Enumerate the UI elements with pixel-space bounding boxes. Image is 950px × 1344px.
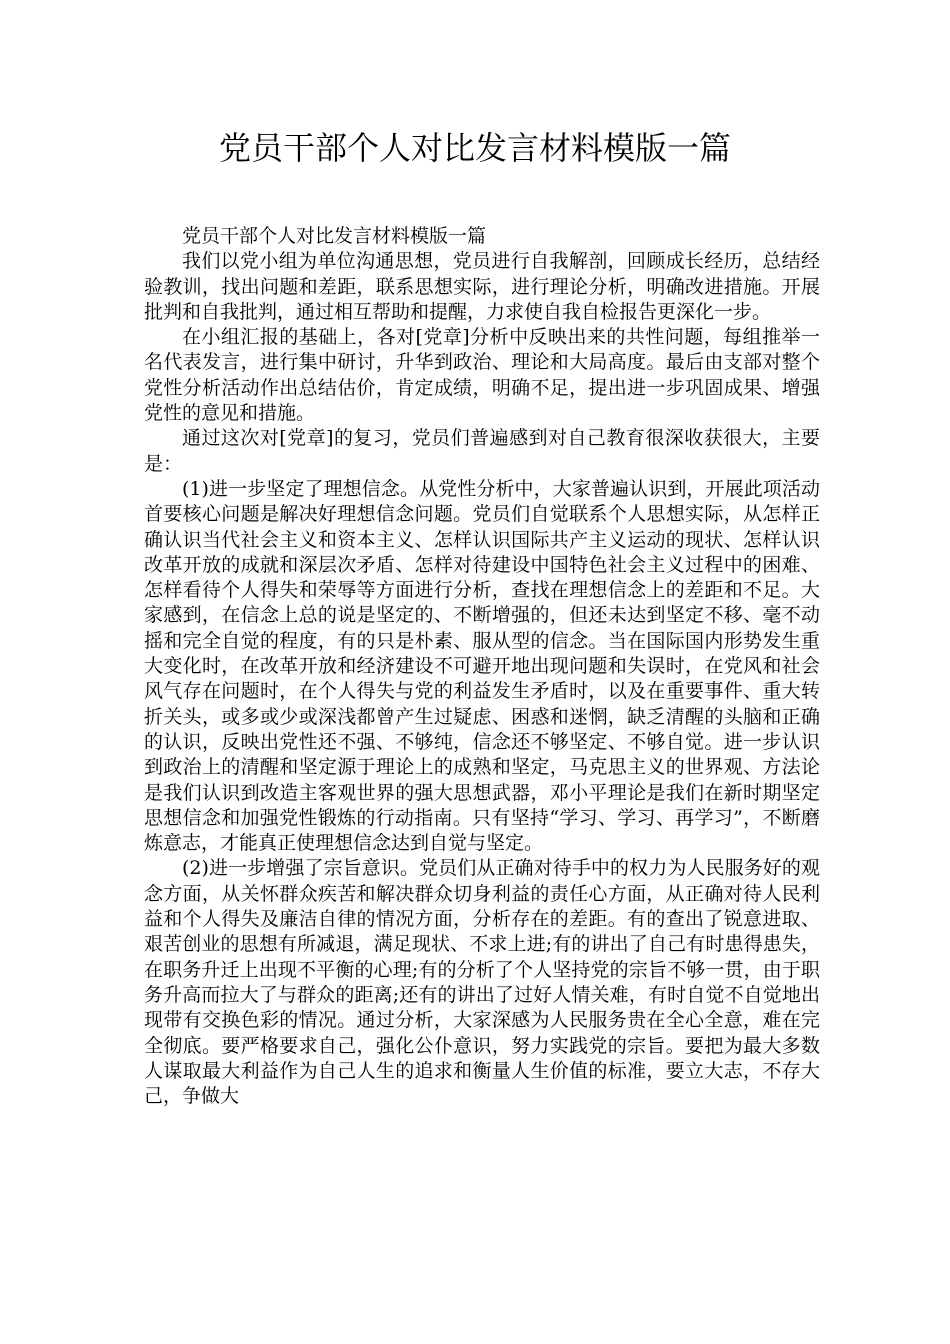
- paragraph-subtitle: 党员干部个人对比发言材料模版一篇: [182, 225, 487, 247]
- paragraph-point-1: (1)进一步坚定了理想信念。从党性分析中，大家普遍认识到，开展此项活动首要核心问题是解决好理想信念问题。党员们自觉联系个人思想实际，从怎样正确认识当代社会主义和资本主义、怎样认识国际共产主义运动的现状、怎样认识改革开放的成就和深层次矛盾、怎样对待建设中国特色社会主义过程中的困难、怎样看待个人得失和荣辱等方面进行分析，查找在理想信念上的差距和不足。大家感到，在信念上总的说是坚定的、不断增强的，但还未达到坚定不移、毫不动摇和完全自觉的程度，有的只是朴素、服从型的信念。当在国际国内形势发生重大变化时，在改革开放和经济建设不可避开地出现问题和失误时，在党风和社会风气存在问题时，在个人得失与党的利益发生矛盾时，以及在重要事件、重大转折关头，或多或少或深浅都曾产生过疑虑、困惑和迷惘，缺乏清醒的头脑和正确的认识，反映出党性还不强、不够纯，信念还不够坚定、不够自觉。进一步认识到政治上的清醒和坚定源于理论上的成熟和坚定，马克思主义的世界观、方法论是我们认识到改造主客观世界的强大思想武器，邓小平理论是我们在新时期坚定思想信念和加强党性锻炼的行动指南。只有坚持“学习、学习、再学习”，不断磨炼意志，才能真正使理想信念达到自觉与坚定。: [144, 477, 820, 855]
- document-body: [144, 224, 820, 1109]
- paragraph-group-report: 在小组汇报的基础上，各对[党章]分析中反映出来的共性问题，每组推举一名代表发言，进行集中研讨，升华到政治、理论和大局高度。最后由支部对整个党性分析活动作出总结估价，肯定成绩，明确不足，提出进一步巩固成果、增强党性的意见和措施。: [144, 326, 820, 425]
- document-title: 党员干部个人对比发言材料模版一篇: [218, 129, 731, 167]
- paragraph-review-summary: 通过这次对[党章]的复习，党员们普遍感到对自己教育很深收获很大，主要是：: [144, 427, 820, 475]
- paragraph-intro: 我们以党小组为单位沟通思想，党员进行自我解剖，回顾成长经历，总结经验教训，找出问题和差距，联系思想实际，进行理论分析，明确改进措施。开展批判和自我批判，通过相互帮助和提醒，力求使自我自检报告更深化一步。: [144, 250, 820, 323]
- paragraph-point-2: (2)进一步增强了宗旨意识。党员们从正确对待手中的权力为人民服务好的观念方面，从关怀群众疾苦和解决群众切身利益的责任心方面，从正确对待人民利益和个人得失及廉洁自律的情况方面，分析存在的差距。有的查出了锐意进取、艰苦创业的思想有所减退，满足现状、不求上进;有的讲出了自己有时患得患失，在职务升迁上出现不平衡的心理;有的分析了个人坚持党的宗旨不够一贯，由于职务升高而拉大了与群众的距离;还有的讲出了过好人情关难，有时自觉不自觉地出现带有交换色彩的情况。通过分析，大家深感为人民服务贵在全心全意，难在完全彻底。要严格要求自己，强化公仆意识，努力实践党的宗旨。要把为最大多数人谋取最大利益作为自己人生的追求和衡量人生价值的标准，要立大志，不存大己，争做大: [144, 857, 820, 1108]
